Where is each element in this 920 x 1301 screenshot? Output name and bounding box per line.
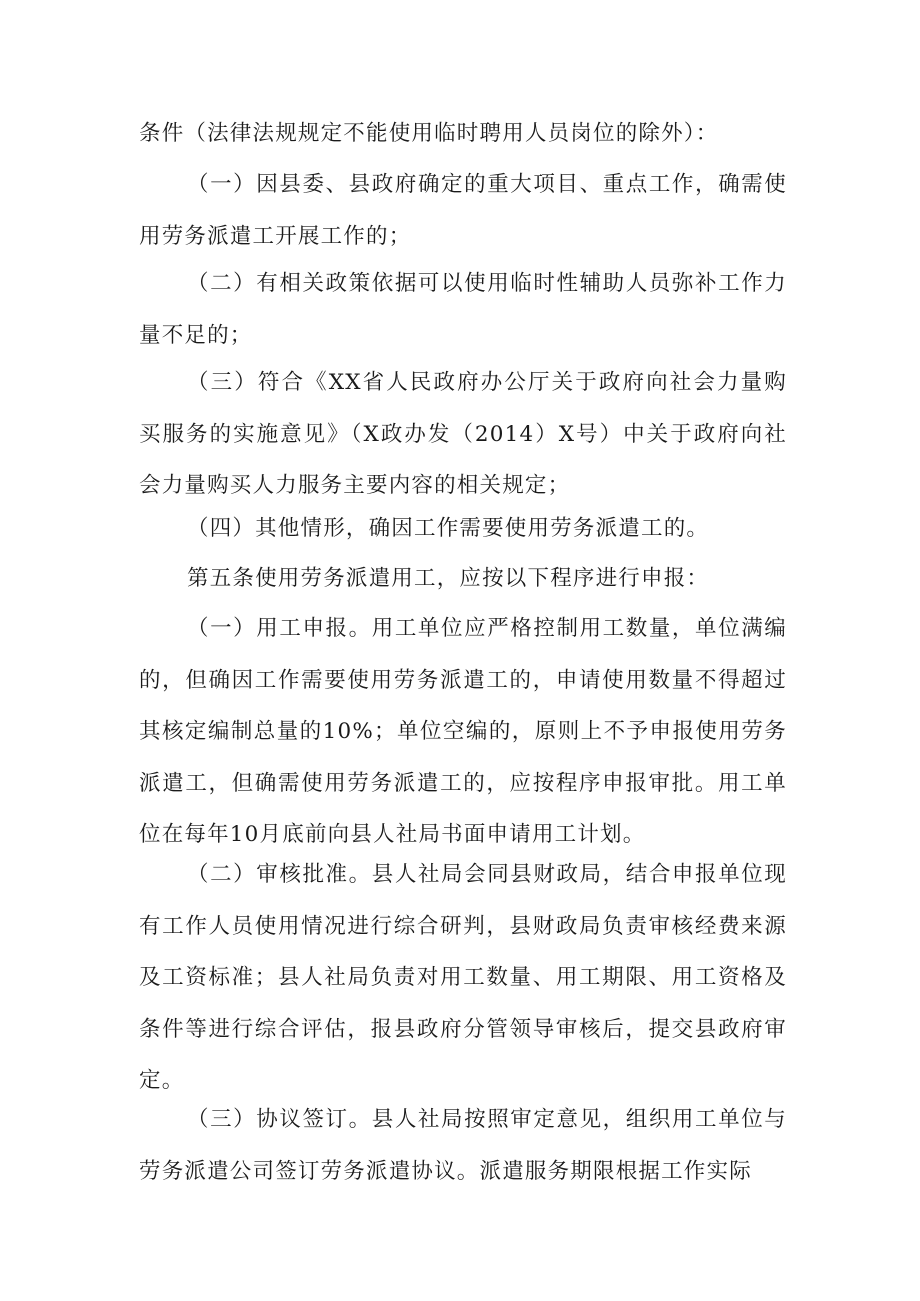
paragraph-step-approval: （二）审核批准。县人社局会同县财政局，结合申报单位现有工作人员使用情况进行综合研判，县财政局负责审核经费来源及工资标准；县人社局负责对用工数量、用工期限、用工资格及条件等进行综合评估，报县政府分管领导审核后，提交县政府审定。	[139, 862, 787, 1093]
paragraph-step-application: （一）用工申报。用工单位应严格控制用工数量，单位满编的，但确因工作需要使用劳务派遣工的，申请使用数量不得超过其核定编制总量的10%；单位空编的，原则上不予申报使用劳务派遣工，但确需使用劳务派遣工的，应按程序申报审批。用工单位在每年10月底前向县人社局书面申请用工计划。	[139, 616, 787, 847]
paragraph-condition-2: （二）有相关政策依据可以使用临时性辅助人员弥补工作力量不足的；	[139, 271, 787, 348]
paragraph-condition-4: （四）其他情形，确因工作需要使用劳务派遣工的。	[187, 516, 710, 541]
paragraph-condition-1: （一）因县委、县政府确定的重大项目、重点工作，确需使用劳务派遣工开展工作的；	[139, 172, 787, 249]
paragraph-article-5: 第五条使用劳务派遣用工，应按以下程序进行申报：	[187, 566, 710, 591]
paragraph-conditions-intro: 条件（法律法规规定不能使用临时聘用人员岗位的除外）：	[139, 121, 719, 146]
paragraph-step-agreement: （三）协议签订。县人社局按照审定意见，组织用工单位与劳务派遣公司签订劳务派遣协议。派遣服务期限根据工作实际	[139, 1107, 787, 1184]
paragraph-condition-3: （三）符合《XX省人民政府办公厅关于政府向社会力量购买服务的实施意见》（X政办发（2014）X号）中关于政府向社会力量购买人力服务主要内容的相关规定；	[139, 370, 787, 498]
